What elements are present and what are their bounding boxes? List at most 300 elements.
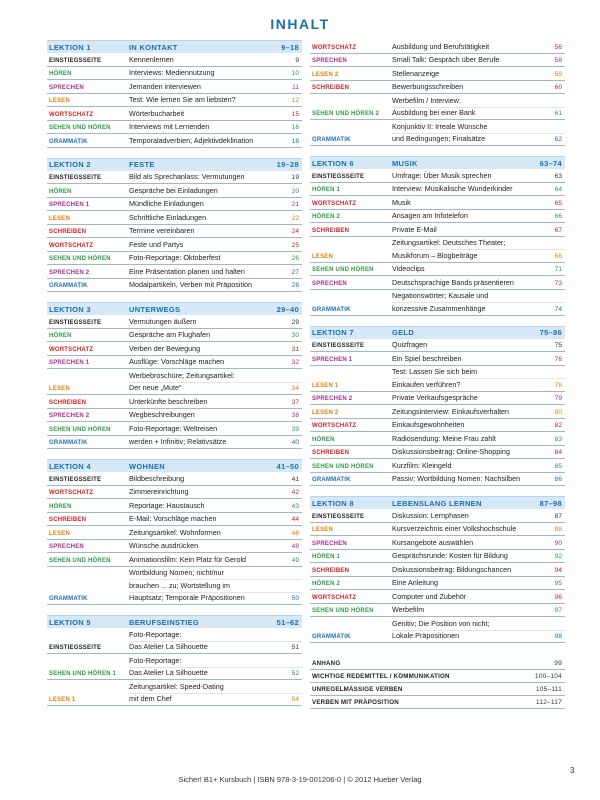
row-line — [129, 422, 302, 435]
entry-title: Modalpartikeln, Verben mit Präposition — [129, 280, 253, 289]
toc-row — [310, 263, 565, 277]
page-ref: 61 — [554, 110, 562, 117]
lesson-block — [47, 302, 302, 449]
toc-row — [310, 237, 565, 263]
section-category: WORTSCHATZ — [49, 490, 94, 496]
entry-title: Schriftliche Einladungen — [129, 212, 207, 222]
page-ref: 67 — [554, 226, 562, 234]
lesson-5-continued — [310, 40, 565, 146]
row-line — [392, 432, 565, 445]
section-category: HÖREN — [49, 333, 72, 339]
section-category: EINSTIEGSSEITE — [49, 175, 102, 181]
row-line — [392, 169, 565, 182]
row-line — [392, 196, 565, 209]
entry-title: Foto-Reportage: — [129, 655, 182, 665]
entry-title: Animationsfilm: Kein Platz für Gerold — [129, 554, 247, 564]
entry-title: Lokale Präpositionen — [392, 631, 460, 640]
page-ref: 50 — [291, 595, 299, 602]
toc-row — [47, 265, 302, 279]
row-lines — [129, 315, 302, 328]
page-ref: 82 — [554, 422, 562, 429]
toc-row — [47, 53, 302, 67]
toc-row — [310, 81, 565, 95]
row-line — [129, 356, 302, 369]
page-ref: 90 — [554, 539, 562, 547]
row-lines — [392, 509, 565, 522]
entry-title: Das Atelier La Silhouette — [129, 642, 208, 651]
entry-title: Eine Anleitung — [392, 578, 438, 587]
row-line — [392, 617, 565, 630]
appendix-pages: 105–111 — [535, 686, 562, 693]
section-category: SPRECHEN — [49, 544, 84, 550]
section-category: HÖREN — [312, 436, 335, 443]
page-ref: 85 — [554, 462, 562, 470]
row-lines — [129, 436, 302, 449]
row-lines — [129, 107, 302, 120]
right-lessons — [310, 156, 565, 643]
page-ref: 51 — [291, 644, 299, 651]
row-lines — [129, 499, 302, 512]
section-category: GRAMMATIK — [49, 440, 88, 446]
page-ref: 42 — [291, 489, 299, 496]
row-line — [129, 628, 302, 641]
toc-row — [47, 513, 302, 527]
section-category: EINSTIEGSSEITE — [49, 645, 102, 651]
entry-title: Kurzfilm: Kleingeld — [392, 460, 452, 470]
lesson-pages: 41–50 — [276, 461, 299, 471]
row-lines — [129, 238, 302, 251]
page-ref: 29 — [291, 318, 299, 326]
toc-row — [47, 472, 302, 486]
appendix-row — [310, 683, 565, 696]
toc-row — [310, 577, 565, 591]
page-ref: 10 — [291, 70, 299, 77]
row-lines — [129, 121, 302, 134]
page-ref: 60 — [554, 84, 562, 91]
row-line — [392, 183, 565, 196]
entry-title: Termine vereinbaren — [129, 226, 195, 235]
row-lines — [392, 473, 565, 486]
page-ref: 12 — [291, 97, 299, 104]
entry-title: Wortbildung Nomen; nicht/nur — [129, 568, 224, 577]
row-line — [129, 395, 302, 408]
row-lines — [129, 171, 302, 184]
row-lines — [129, 134, 302, 147]
appendix-pages: 99 — [554, 660, 562, 667]
entry-title: Stellenanzeige — [392, 68, 440, 78]
page-ref: 66 — [554, 213, 562, 220]
entry-title: Wörterbucharbeit — [129, 108, 185, 118]
appendix-label: VERBEN MIT PRÄPOSITION — [312, 699, 399, 706]
toc-row — [310, 617, 565, 643]
section-category: LESEN — [49, 98, 71, 104]
lesson-block — [47, 615, 302, 706]
toc-row — [310, 459, 565, 473]
appendix-row — [310, 696, 565, 709]
toc-row — [47, 171, 302, 185]
section-category: EINSTIEGSSEITE — [49, 476, 102, 483]
entry-title: Test: Lassen Sie sich beim — [392, 367, 478, 376]
section-category: WORTSCHATZ — [49, 242, 94, 249]
entry-title: Foto-Reportage: Weltreisen — [129, 423, 218, 433]
lesson-pages: 51–62 — [276, 617, 299, 627]
lesson-title: WOHNEN — [129, 461, 165, 471]
entry-title: Foto-Reportage: — [129, 629, 182, 639]
entry-title: Passiv; Wortbildung Nomen: Nachsilben — [392, 474, 521, 483]
page-ref: 62 — [554, 136, 562, 143]
section-category: LESEN 1 — [49, 697, 76, 703]
page-ref: 84 — [554, 449, 562, 456]
section-category: SPRECHEN 1 — [49, 202, 90, 208]
row-lines — [129, 553, 302, 566]
lesson-header — [47, 459, 302, 472]
row-line — [129, 315, 302, 328]
row-line — [129, 53, 302, 66]
row-line — [392, 419, 565, 432]
page-ref: 24 — [291, 228, 299, 235]
appendix-label: ANHANG — [312, 660, 341, 667]
row-lines — [392, 563, 565, 576]
row-line — [129, 80, 302, 93]
row-line — [129, 526, 302, 539]
toc-row — [310, 563, 565, 577]
entry-title: Small Talk: Gespräch über Berufe — [392, 55, 500, 64]
toc-row — [310, 366, 565, 392]
row-lines — [129, 526, 302, 539]
entry-title: Der neue „Mute“ — [129, 383, 182, 392]
entry-title: Private E-Mail — [392, 224, 437, 234]
section-category: SPRECHEN 2 — [312, 396, 353, 402]
lesson-header — [47, 40, 302, 53]
page-ref: 46 — [291, 529, 299, 537]
row-line — [129, 171, 302, 184]
row-line — [392, 446, 565, 459]
row-line — [392, 67, 565, 80]
page-ref: 58 — [554, 57, 562, 64]
entry-title: Bewerbungsschreiben — [392, 82, 464, 91]
page-ref: 73 — [554, 279, 562, 287]
row-lines — [392, 67, 565, 80]
entry-title: Ausbildung bei einer Bank — [392, 108, 476, 117]
row-line — [392, 263, 565, 276]
row-line — [392, 473, 565, 486]
entry-title: Einkaufsgewohnheiten — [392, 420, 465, 429]
entry-title: Zeitungsartikel: Speed-Dating — [129, 681, 224, 691]
entry-title: Interviews: Mediennutzung — [129, 68, 215, 77]
page-ref: 71 — [554, 266, 562, 273]
entry-title: und Bedingungen; Finalsätze — [392, 134, 486, 143]
row-lines — [392, 120, 565, 145]
entry-title: Interview: Musikalische Wunderkinder — [392, 184, 513, 193]
page-ref: 79 — [554, 395, 562, 402]
row-line — [392, 54, 565, 67]
entry-title: Zeitungsinterview: Einkaufsverhalten — [392, 406, 510, 416]
section-category: GRAMMATIK — [49, 283, 88, 289]
section-category: LESEN 2 — [312, 71, 339, 78]
row-lines — [392, 183, 565, 196]
row-line — [392, 339, 565, 352]
entry-title: Wünsche ausdrücken — [129, 541, 199, 550]
toc-row — [310, 405, 565, 419]
toc-row — [47, 526, 302, 540]
row-line — [392, 302, 565, 315]
row-line — [392, 392, 565, 405]
toc-row — [47, 107, 302, 121]
entry-title: Zeitungsartikel: Wohnformen — [129, 527, 221, 537]
toc-row — [47, 279, 302, 293]
page-ref: 41 — [291, 475, 299, 483]
toc-row — [310, 473, 565, 487]
row-lines — [129, 279, 302, 292]
appendix-row — [310, 670, 565, 683]
entry-title: werden + Infinitiv; Relativsätze — [129, 437, 227, 446]
page-ref: 28 — [291, 282, 299, 289]
page-ref: 30 — [291, 332, 299, 339]
section-category: SEHEN UND HÖREN — [49, 256, 111, 262]
lesson-number: LEKTION 5 — [49, 617, 91, 627]
entry-title: Werbebroschüre; Zeitungsartikel: — [129, 370, 235, 380]
row-line — [129, 513, 302, 526]
row-line — [392, 378, 565, 391]
toc-row — [310, 509, 565, 523]
toc-row — [310, 392, 565, 406]
row-lines — [129, 225, 302, 238]
entry-title: Das Atelier La Silhouette — [129, 668, 208, 677]
entry-title: Negationswörter; Kausale und — [392, 291, 489, 300]
row-lines — [392, 54, 565, 67]
page-ref: 39 — [291, 425, 299, 433]
toc-row — [310, 352, 565, 366]
lesson-block — [310, 156, 565, 316]
entry-title: Videoclips — [392, 264, 425, 273]
row-lines — [129, 53, 302, 66]
section-category: SPRECHEN — [49, 84, 84, 91]
page-ref: 37 — [291, 398, 299, 406]
row-lines — [129, 680, 302, 705]
toc-row — [310, 94, 565, 120]
toc-row — [47, 395, 302, 409]
lesson-pages: 75–86 — [539, 328, 562, 337]
entry-title: Ausbildung und Berufstätigkeit — [392, 41, 490, 51]
section-category: WORTSCHATZ — [312, 44, 357, 51]
entry-title: Mündliche Einladungen — [129, 199, 204, 208]
row-line — [392, 120, 565, 133]
toc-row — [47, 94, 302, 108]
row-line — [129, 252, 302, 265]
row-line — [129, 472, 302, 485]
page-ref: 68 — [554, 252, 562, 260]
row-line — [129, 342, 302, 355]
row-lines — [129, 540, 302, 553]
page-ref: 80 — [554, 408, 562, 416]
row-lines — [129, 211, 302, 224]
entry-title: Verben der Bewegung — [129, 343, 201, 353]
entry-title: Musikforum – Blogbeiträge — [392, 250, 478, 260]
entry-title: konzessive Zusammenhänge — [392, 303, 486, 313]
section-category: LESEN 2 — [312, 409, 339, 416]
toc-row — [310, 67, 565, 81]
toc-row — [310, 446, 565, 460]
section-category: SCHREIBEN — [49, 229, 87, 235]
section-category: EINSTIEGSSEITE — [312, 343, 365, 349]
section-category: HÖREN — [49, 503, 72, 510]
row-lines — [392, 617, 565, 642]
row-lines — [129, 567, 302, 605]
entry-title: mit dem Chef — [129, 694, 172, 703]
row-lines — [129, 628, 302, 653]
appendix-pages: 100–104 — [534, 673, 562, 680]
entry-title: Computer und Zubehör — [392, 591, 467, 601]
page-ref: 18 — [291, 137, 299, 145]
entry-title: Diskussion: Lernphasen — [392, 510, 469, 520]
page-ref: 56 — [554, 43, 562, 51]
row-lines — [392, 366, 565, 391]
section-category: LESEN — [49, 386, 71, 392]
section-category: WORTSCHATZ — [312, 200, 357, 207]
row-line — [129, 592, 302, 605]
row-line — [392, 352, 565, 365]
row-line — [392, 523, 565, 536]
row-line — [129, 409, 302, 422]
row-line — [129, 67, 302, 80]
page-ref: 76 — [554, 355, 562, 363]
section-category: WORTSCHATZ — [312, 594, 357, 601]
entry-title: Ausflüge: Vorschläge machen — [129, 357, 225, 366]
page-ref: 34 — [291, 385, 299, 392]
row-line — [392, 630, 565, 643]
section-category: LESEN — [49, 530, 71, 537]
entry-title: Diskussionsbeitrag: Online-Shopping — [392, 447, 510, 456]
section-category: HÖREN 2 — [312, 214, 341, 220]
row-lines — [392, 459, 565, 472]
row-line — [129, 540, 302, 553]
row-lines — [392, 604, 565, 617]
page-ref: 20 — [291, 187, 299, 195]
row-line — [129, 667, 302, 680]
page-ref: 27 — [291, 268, 299, 276]
lesson-header — [47, 615, 302, 628]
lesson-title: UNTERWEGS — [129, 304, 181, 314]
row-lines — [129, 342, 302, 355]
page-ref: 26 — [291, 255, 299, 262]
toc-row — [47, 680, 302, 706]
entry-title: Vermutungen äußern — [129, 316, 197, 326]
row-line — [392, 81, 565, 94]
row-lines — [392, 419, 565, 432]
entry-title: Kursverzeichnis einer Volkshochschule — [392, 524, 517, 533]
entry-title: Gespräche am Flughafen — [129, 330, 211, 339]
section-category: SCHREIBEN — [312, 85, 350, 91]
section-category: EINSTIEGSSEITE — [49, 319, 102, 326]
section-category: LESEN — [49, 215, 71, 222]
lesson-title: GELD — [392, 328, 415, 337]
lesson-header — [47, 158, 302, 171]
row-lines — [392, 94, 565, 119]
lesson-header — [47, 302, 302, 315]
section-category: SEHEN UND HÖREN 1 — [49, 671, 117, 677]
page-ref: 49 — [291, 556, 299, 564]
section-category: HÖREN 1 — [312, 554, 341, 560]
row-line — [129, 369, 302, 382]
section-category: SPRECHEN 1 — [49, 360, 90, 366]
entry-title: Genitiv; Die Position von nicht; — [392, 618, 490, 628]
row-lines — [392, 290, 565, 315]
section-category: SEHEN UND HÖREN — [49, 426, 111, 433]
section-category: SEHEN UND HÖREN — [312, 267, 374, 273]
section-category: SEHEN UND HÖREN — [312, 463, 374, 470]
row-line — [129, 436, 302, 449]
toc-row — [47, 80, 302, 94]
row-line — [129, 641, 302, 654]
page-ref: 88 — [554, 526, 562, 533]
entry-title: Reportage: Haustausch — [129, 500, 205, 510]
row-line — [392, 107, 565, 120]
lesson-number: LEKTION 6 — [312, 158, 354, 168]
row-line — [129, 499, 302, 512]
row-lines — [392, 550, 565, 563]
row-line — [129, 134, 302, 147]
entry-title: Radiosendung: Meine Frau zahlt — [392, 433, 496, 443]
page-ref: 21 — [291, 201, 299, 208]
row-lines — [129, 395, 302, 408]
row-lines — [392, 40, 565, 53]
section-category: SPRECHEN — [312, 58, 347, 64]
section-category: EINSTIEGSSEITE — [312, 173, 365, 180]
page-ref: 22 — [291, 214, 299, 222]
row-lines — [129, 513, 302, 526]
row-line — [129, 486, 302, 499]
toc-row — [310, 536, 565, 550]
toc-row — [47, 540, 302, 554]
row-line — [129, 279, 302, 292]
entry-title: Quizfragen — [392, 340, 428, 349]
row-line — [392, 563, 565, 576]
section-category: SPRECHEN 2 — [49, 413, 90, 419]
row-lines — [129, 369, 302, 394]
entry-title: Werbefilm — [392, 605, 425, 614]
section-category: SCHREIBEN — [49, 399, 87, 406]
row-lines — [392, 577, 565, 590]
row-lines — [392, 210, 565, 223]
row-line — [392, 550, 565, 563]
entry-title: Bildbeschreibung — [129, 473, 185, 483]
section-category: SCHREIBEN — [312, 567, 350, 574]
toc-right-column — [310, 40, 565, 709]
section-category: GRAMMATIK — [49, 138, 88, 145]
toc-row — [47, 225, 302, 239]
section-category: SPRECHEN 1 — [312, 356, 353, 363]
row-line — [129, 184, 302, 197]
lesson-number: LEKTION 1 — [49, 42, 91, 52]
row-line — [129, 693, 302, 706]
lesson-title: MUSIK — [392, 158, 418, 168]
section-category: SEHEN UND HÖREN 2 — [312, 111, 380, 117]
row-lines — [392, 263, 565, 276]
page-ref: 59 — [554, 70, 562, 78]
row-lines — [392, 432, 565, 445]
toc-row — [310, 120, 565, 146]
lesson-block — [47, 459, 302, 605]
entry-title: brauchen ... zu; Wortstellung im — [129, 580, 230, 590]
row-line — [129, 225, 302, 238]
section-category: GRAMMATIK — [312, 306, 351, 313]
entry-title: Foto-Reportage: Oktoberfest — [129, 253, 221, 262]
section-category: EINSTIEGSSEITE — [49, 57, 102, 64]
toc-row — [310, 604, 565, 618]
page-ref: 38 — [291, 412, 299, 419]
row-line — [129, 680, 302, 693]
appendix-row — [310, 657, 565, 670]
